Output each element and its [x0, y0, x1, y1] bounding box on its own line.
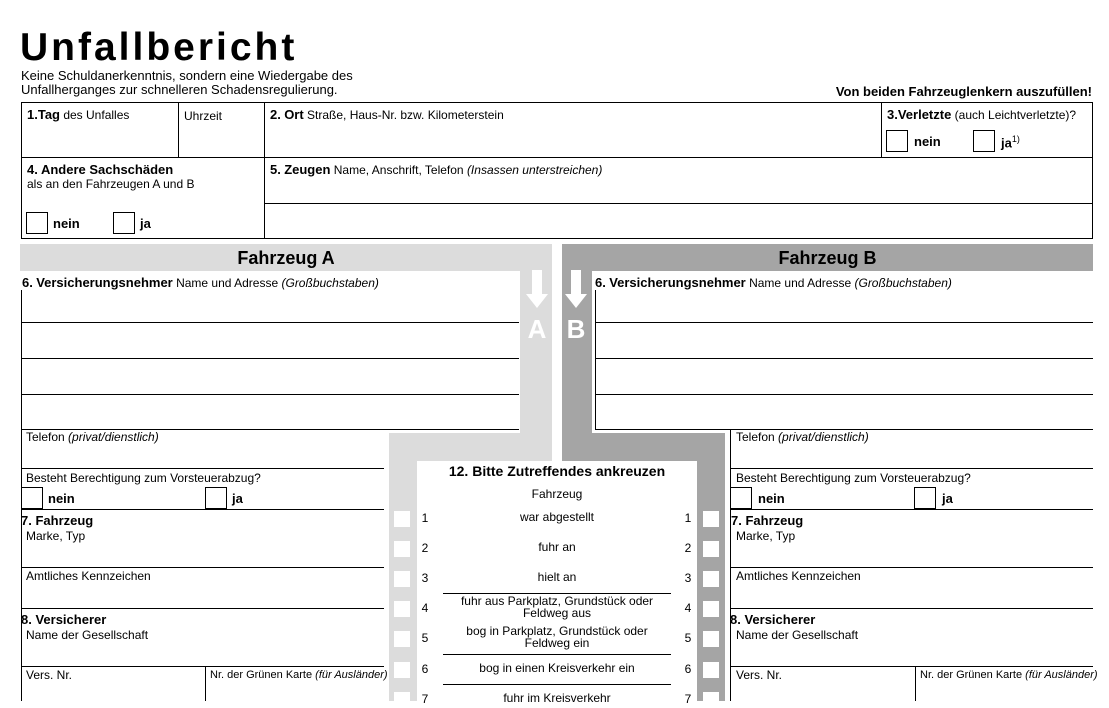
row-4-text: fuhr aus Parkplatz, Grundstück oder Feldweg aus [460, 594, 654, 620]
a-plate-label: Amtliches Kennzeichen [26, 569, 151, 583]
field-1-number: 1. [27, 107, 38, 122]
row-1-text: war abgestellt [519, 510, 595, 524]
injured-yes-checkbox[interactable] [973, 130, 995, 152]
a-green-card-label [210, 668, 388, 682]
b-row-2-number: 2 [684, 541, 692, 555]
a-field-6-number: 6. [22, 275, 33, 290]
damage-no-label: nein [53, 216, 80, 231]
a-row-3-number: 3 [421, 571, 429, 585]
field-4-label [27, 163, 194, 191]
a-green-card-note: (für Ausländer) [315, 669, 388, 681]
divider [730, 468, 1093, 469]
a-row-3-checkbox[interactable] [394, 571, 410, 587]
a-tax-yes-label: ja [232, 491, 243, 506]
b-field-8-text: 8. Versicherer [730, 612, 816, 627]
b-address-line-3[interactable] [595, 394, 1093, 395]
a-tax-yes-checkbox[interactable] [205, 487, 227, 509]
divider [730, 567, 1093, 568]
b-plate-label: Amtliches Kennzeichen [736, 569, 861, 583]
field-1-label [27, 108, 129, 122]
b-field-6-number: 6. [595, 275, 606, 290]
vehicle-a-letter: A [527, 314, 547, 344]
b-row-6-number: 6 [684, 662, 692, 676]
a-tax-no-checkbox[interactable] [21, 487, 43, 509]
a-field-8-title [21, 613, 106, 627]
field-3-desc: (auch Leichtverletzte)? [951, 108, 1077, 122]
a-row-6-checkbox[interactable] [394, 662, 410, 678]
field-2-number: 2. [270, 107, 281, 122]
field-5-desc: Name, Anschrift, Telefon [330, 163, 467, 177]
injured-yes-label [1001, 134, 1020, 150]
field-4-desc: als an den Fahrzeugen A und B [27, 177, 195, 191]
b-row-3-checkbox[interactable] [703, 571, 719, 587]
b-field-7-title [731, 514, 803, 528]
divider [730, 666, 1093, 667]
divider [21, 608, 384, 609]
field-1-desc: des Unfalles [60, 108, 130, 122]
vehicle-b-title: Fahrzeug B [778, 248, 877, 268]
a-brand-label: Marke, Typ [26, 529, 86, 543]
b-row-5-checkbox[interactable] [703, 631, 719, 647]
b-address-line-1[interactable] [595, 322, 1093, 323]
injured-no-checkbox[interactable] [886, 130, 908, 152]
a-row-1-number: 1 [421, 511, 429, 525]
b-green-card-text: Nr. der Grünen Karte [920, 669, 1026, 681]
divider [264, 102, 265, 239]
divider [595, 290, 596, 430]
a-row-2-number: 2 [421, 541, 429, 555]
b-phone-label [736, 430, 869, 444]
b-tax-yes-label: ja [942, 491, 953, 506]
a-row-6-number: 6 [421, 662, 429, 676]
a-phone-text: Telefon [26, 430, 69, 444]
b-tax-label: Besteht Berechtigung zum Vorsteuerabzug? [736, 471, 971, 485]
b-field-6-desc: Name und Adresse [745, 276, 855, 290]
b-address-line-2[interactable] [595, 358, 1093, 359]
field-5-label [270, 163, 602, 177]
injured-yes-text: ja [1001, 135, 1012, 151]
a-phone-label [26, 430, 159, 444]
row-5-text: bog in Parkplatz, Grundstück oder Feldweg ein [466, 624, 648, 650]
a-field-6-desc: Name und Adresse [172, 276, 282, 290]
b-row-4-number: 4 [684, 601, 692, 615]
row-2-text: fuhr an [538, 540, 576, 554]
divider [21, 468, 384, 469]
b-green-card-label [920, 668, 1098, 682]
a-address-line-2[interactable] [21, 358, 519, 359]
a-tax-label: Besteht Berechtigung zum Vorsteuerabzug? [26, 471, 261, 485]
b-green-card-note: (für Ausländer) [1025, 669, 1098, 681]
a-field-6-note: (Großbuchstaben) [281, 276, 379, 290]
damage-yes-checkbox[interactable] [113, 212, 135, 234]
a-row-7-number: 7 [421, 692, 429, 706]
divider [21, 567, 384, 568]
a-phone-note: (privat/dienstlich) [68, 430, 159, 444]
field-2-title: Ort [284, 107, 304, 122]
a-green-card-text: Nr. der Grünen Karte [210, 669, 316, 681]
b-field-6-label [595, 276, 952, 290]
page-title: Unfallbericht [20, 26, 298, 69]
vehicle-b-stripe [562, 433, 725, 461]
time-label: Uhrzeit [184, 109, 223, 123]
a-row-5-number: 5 [421, 631, 429, 645]
a-tax-no-label: nein [48, 491, 75, 506]
arrow-down-icon [565, 294, 587, 308]
b-company-label: Name der Gesellschaft [736, 628, 859, 642]
b-field-8-title [730, 613, 815, 627]
divider [21, 509, 384, 510]
row-6-text: bog in einen Kreisverkehr ein [479, 661, 635, 675]
a-field-8-text: 8. Versicherer [21, 612, 107, 627]
divider [443, 654, 671, 655]
subtitle-line-2: Unfallherganges zur schnelleren Schadensregulierung. [21, 82, 338, 97]
divider [443, 593, 671, 594]
a-row-7-checkbox[interactable] [394, 692, 410, 708]
a-address-line-3[interactable] [21, 394, 519, 395]
b-row-1-checkbox[interactable] [703, 511, 719, 527]
a-row-1-checkbox[interactable] [394, 511, 410, 527]
arrow-down-icon [532, 270, 542, 294]
field-3-number: 3. [887, 107, 898, 122]
subtitle [21, 69, 421, 97]
vehicle-a-stripe [389, 433, 552, 461]
a-row-4-checkbox[interactable] [394, 601, 410, 617]
injured-no-label: nein [914, 134, 941, 149]
divider [21, 430, 22, 701]
b-row-2-checkbox[interactable] [703, 541, 719, 557]
divider [264, 203, 1093, 204]
divider [21, 157, 1093, 158]
arrow-down-icon [571, 270, 581, 294]
center-title: 12. Bitte Zutreffendes ankreuzen [448, 463, 666, 479]
divider [730, 509, 1093, 510]
arrow-down-icon [526, 294, 548, 308]
b-row-4-checkbox[interactable] [703, 601, 719, 617]
field-1-title: Tag [37, 107, 60, 122]
b-field-7-text: 7. Fahrzeug [731, 513, 804, 528]
divider [730, 608, 1093, 609]
a-field-7-title [21, 514, 93, 528]
b-tax-no-checkbox[interactable] [730, 487, 752, 509]
footnote-marker: 1) [1011, 134, 1020, 144]
a-field-7-text: 7. Fahrzeug [21, 513, 94, 528]
row-3-text: hielt an [537, 570, 577, 584]
a-policy-label: Vers. Nr. [26, 668, 73, 682]
b-field-6-note: (Großbuchstaben) [854, 276, 952, 290]
a-field-6-label [22, 276, 379, 290]
subtitle-line-1: Keine Schuldanerkenntnis, sondern eine Wiedergabe des [21, 68, 353, 83]
b-phone-text: Telefon [736, 430, 779, 444]
b-tax-yes-checkbox[interactable] [914, 487, 936, 509]
divider [881, 102, 882, 157]
field-5-title: Zeugen [284, 162, 331, 177]
divider [205, 666, 206, 701]
b-phone-note: (privat/dienstlich) [778, 430, 869, 444]
b-tax-no-label: nein [758, 491, 785, 506]
divider [21, 666, 384, 667]
b-brand-label: Marke, Typ [736, 529, 796, 543]
a-row-4-number: 4 [421, 601, 429, 615]
field-2-desc: Straße, Haus-Nr. bzw. Kilometerstein [303, 108, 504, 122]
divider [21, 290, 22, 430]
b-row-3-number: 3 [684, 571, 692, 585]
b-row-1-number: 1 [684, 511, 692, 525]
field-3-title: Verletzte [897, 107, 952, 122]
both-drivers-note: Von beiden Fahrzeuglenkern auszufüllen! [835, 84, 1092, 99]
divider [443, 684, 671, 685]
divider [730, 430, 731, 701]
damage-yes-label: ja [140, 216, 151, 231]
b-row-5-number: 5 [684, 631, 692, 645]
a-address-line-1[interactable] [21, 322, 519, 323]
damage-no-checkbox[interactable] [26, 212, 48, 234]
field-4-title: 4. Andere Sachschäden [27, 162, 174, 177]
divider [178, 102, 179, 157]
vehicle-b-letter: B [566, 314, 586, 344]
field-2-label [270, 108, 504, 122]
b-row-7-checkbox[interactable] [703, 692, 719, 708]
vehicle-a-title: Fahrzeug A [237, 248, 335, 268]
a-row-5-checkbox[interactable] [394, 631, 410, 647]
a-row-2-checkbox[interactable] [394, 541, 410, 557]
b-field-6-title: Versicherungsnehmer [609, 275, 746, 290]
field-5-note: (Insassen unterstreichen) [466, 163, 603, 177]
center-subtitle: Fahrzeug [531, 487, 583, 501]
b-row-7-number: 7 [684, 692, 692, 706]
b-policy-label: Vers. Nr. [736, 668, 783, 682]
a-field-6-title: Versicherungsnehmer [36, 275, 173, 290]
divider [915, 666, 916, 701]
b-row-6-checkbox[interactable] [703, 662, 719, 678]
field-3-label [887, 108, 1076, 122]
row-7-text: fuhr im Kreisverkehr [503, 691, 611, 705]
field-5-number: 5. [270, 162, 281, 177]
a-company-label: Name der Gesellschaft [26, 628, 149, 642]
